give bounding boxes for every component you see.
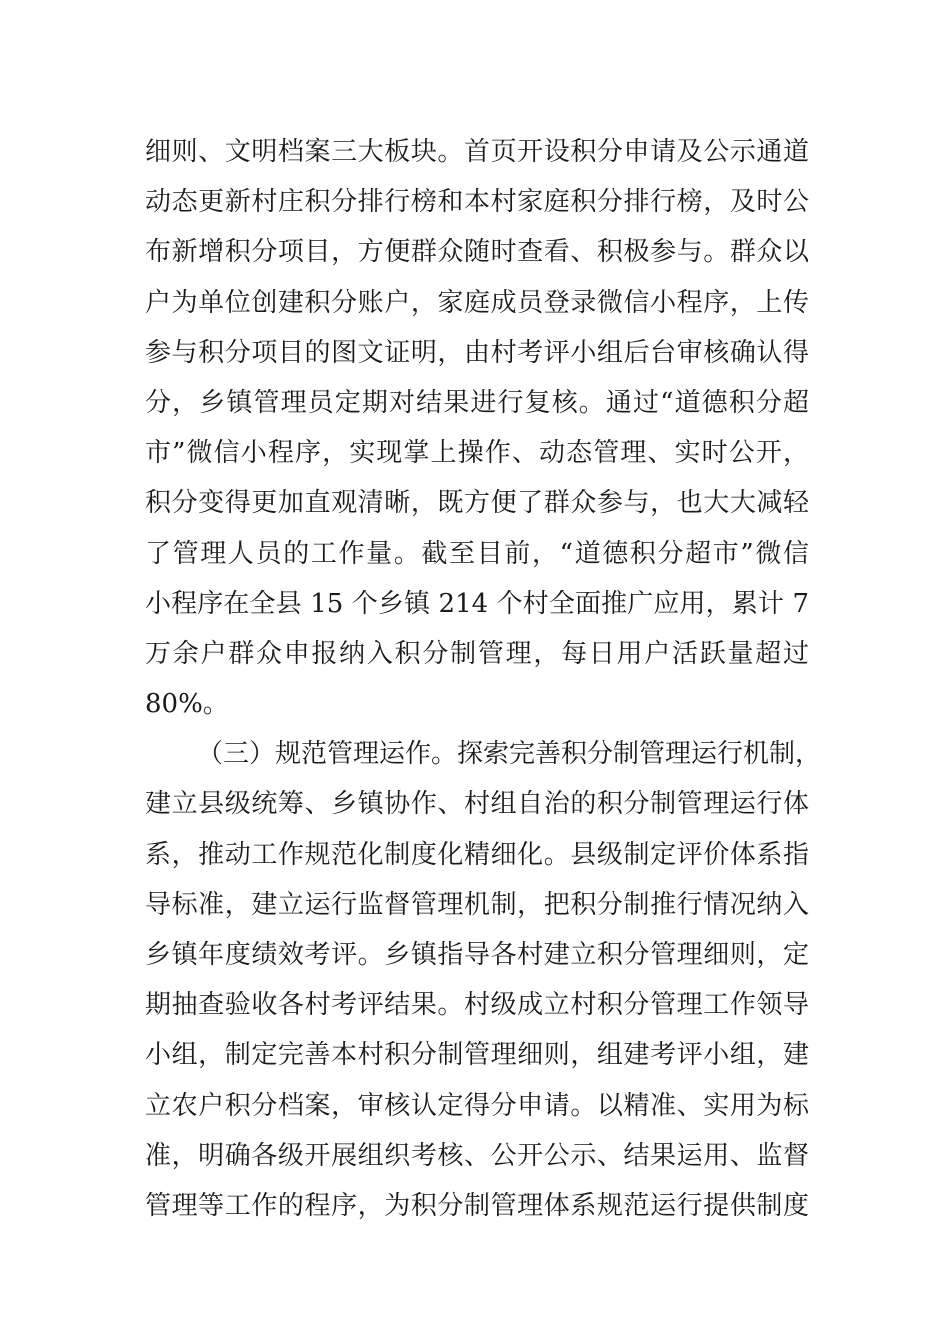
text-line: 系，推动工作规范化制度化精细化。县级制定评价体系指 xyxy=(145,839,809,870)
text-line: 细则、文明档案三大板块。首页开设积分申请及公示通道 xyxy=(145,137,809,167)
text-line: 建立县级统筹、乡镇协作、村组自治的积分制管理运行体 xyxy=(145,789,809,820)
text-line: 市”微信小程序，实现掌上操作、动态管理、实时公开， xyxy=(145,438,809,469)
document-body xyxy=(145,127,822,1231)
text-line: 了管理人员的工作量。截至目前，“道德积分超市”微信 xyxy=(145,538,809,569)
text-line: 准，明确各级开展组织考核、公开公示、结果运用、监督 xyxy=(145,1140,809,1171)
text-line: 80%。 xyxy=(145,689,229,720)
text-line: 分，乡镇管理员定期对结果进行复核。通过“道德积分超 xyxy=(145,387,809,418)
text-line: 立农户积分档案，审核认定得分申请。以精准、实用为标 xyxy=(145,1090,809,1121)
text-line: 动态更新村庄积分排行榜和本村家庭积分排行榜，及时公 xyxy=(145,187,809,218)
paragraph-digital-platform xyxy=(145,127,809,729)
text-line: 万余户群众申报纳入积分制管理，每日用户活跃量超过 xyxy=(145,638,809,669)
text-line: 管理等工作的程序，为积分制管理体系规范运行提供制度 xyxy=(145,1190,809,1221)
text-line: 乡镇年度绩效考评。乡镇指导各村建立积分管理细则，定 xyxy=(145,940,809,970)
text-line: 户为单位创建积分账户，家庭成员登录微信小程序，上传 xyxy=(145,287,809,318)
text-line: 积分变得更加直观清晰，既方便了群众参与，也大大减轻 xyxy=(145,488,809,519)
section-heading-line: （三）规范管理运作。探索完善积分制管理运行机制， xyxy=(197,739,822,770)
text-line: 导标准，建立运行监督管理机制，把积分制推行情况纳入 xyxy=(145,889,809,920)
text-line: 布新增积分项目，方便群众随时查看、积极参与。群众以 xyxy=(145,237,809,268)
text-line: 期抽查验收各村考评结果。村级成立村积分管理工作领导 xyxy=(145,990,809,1021)
paragraph-management-operation xyxy=(145,729,822,1231)
text-line: 小组，制定完善本村积分制管理细则，组建考评小组，建 xyxy=(145,1040,809,1071)
text-line: 小程序在全县 15 个乡镇 214 个村全面推广应用，累计 7 xyxy=(145,588,809,619)
text-line: 参与积分项目的图文证明，由村考评小组后台审核确认得 xyxy=(145,337,809,368)
